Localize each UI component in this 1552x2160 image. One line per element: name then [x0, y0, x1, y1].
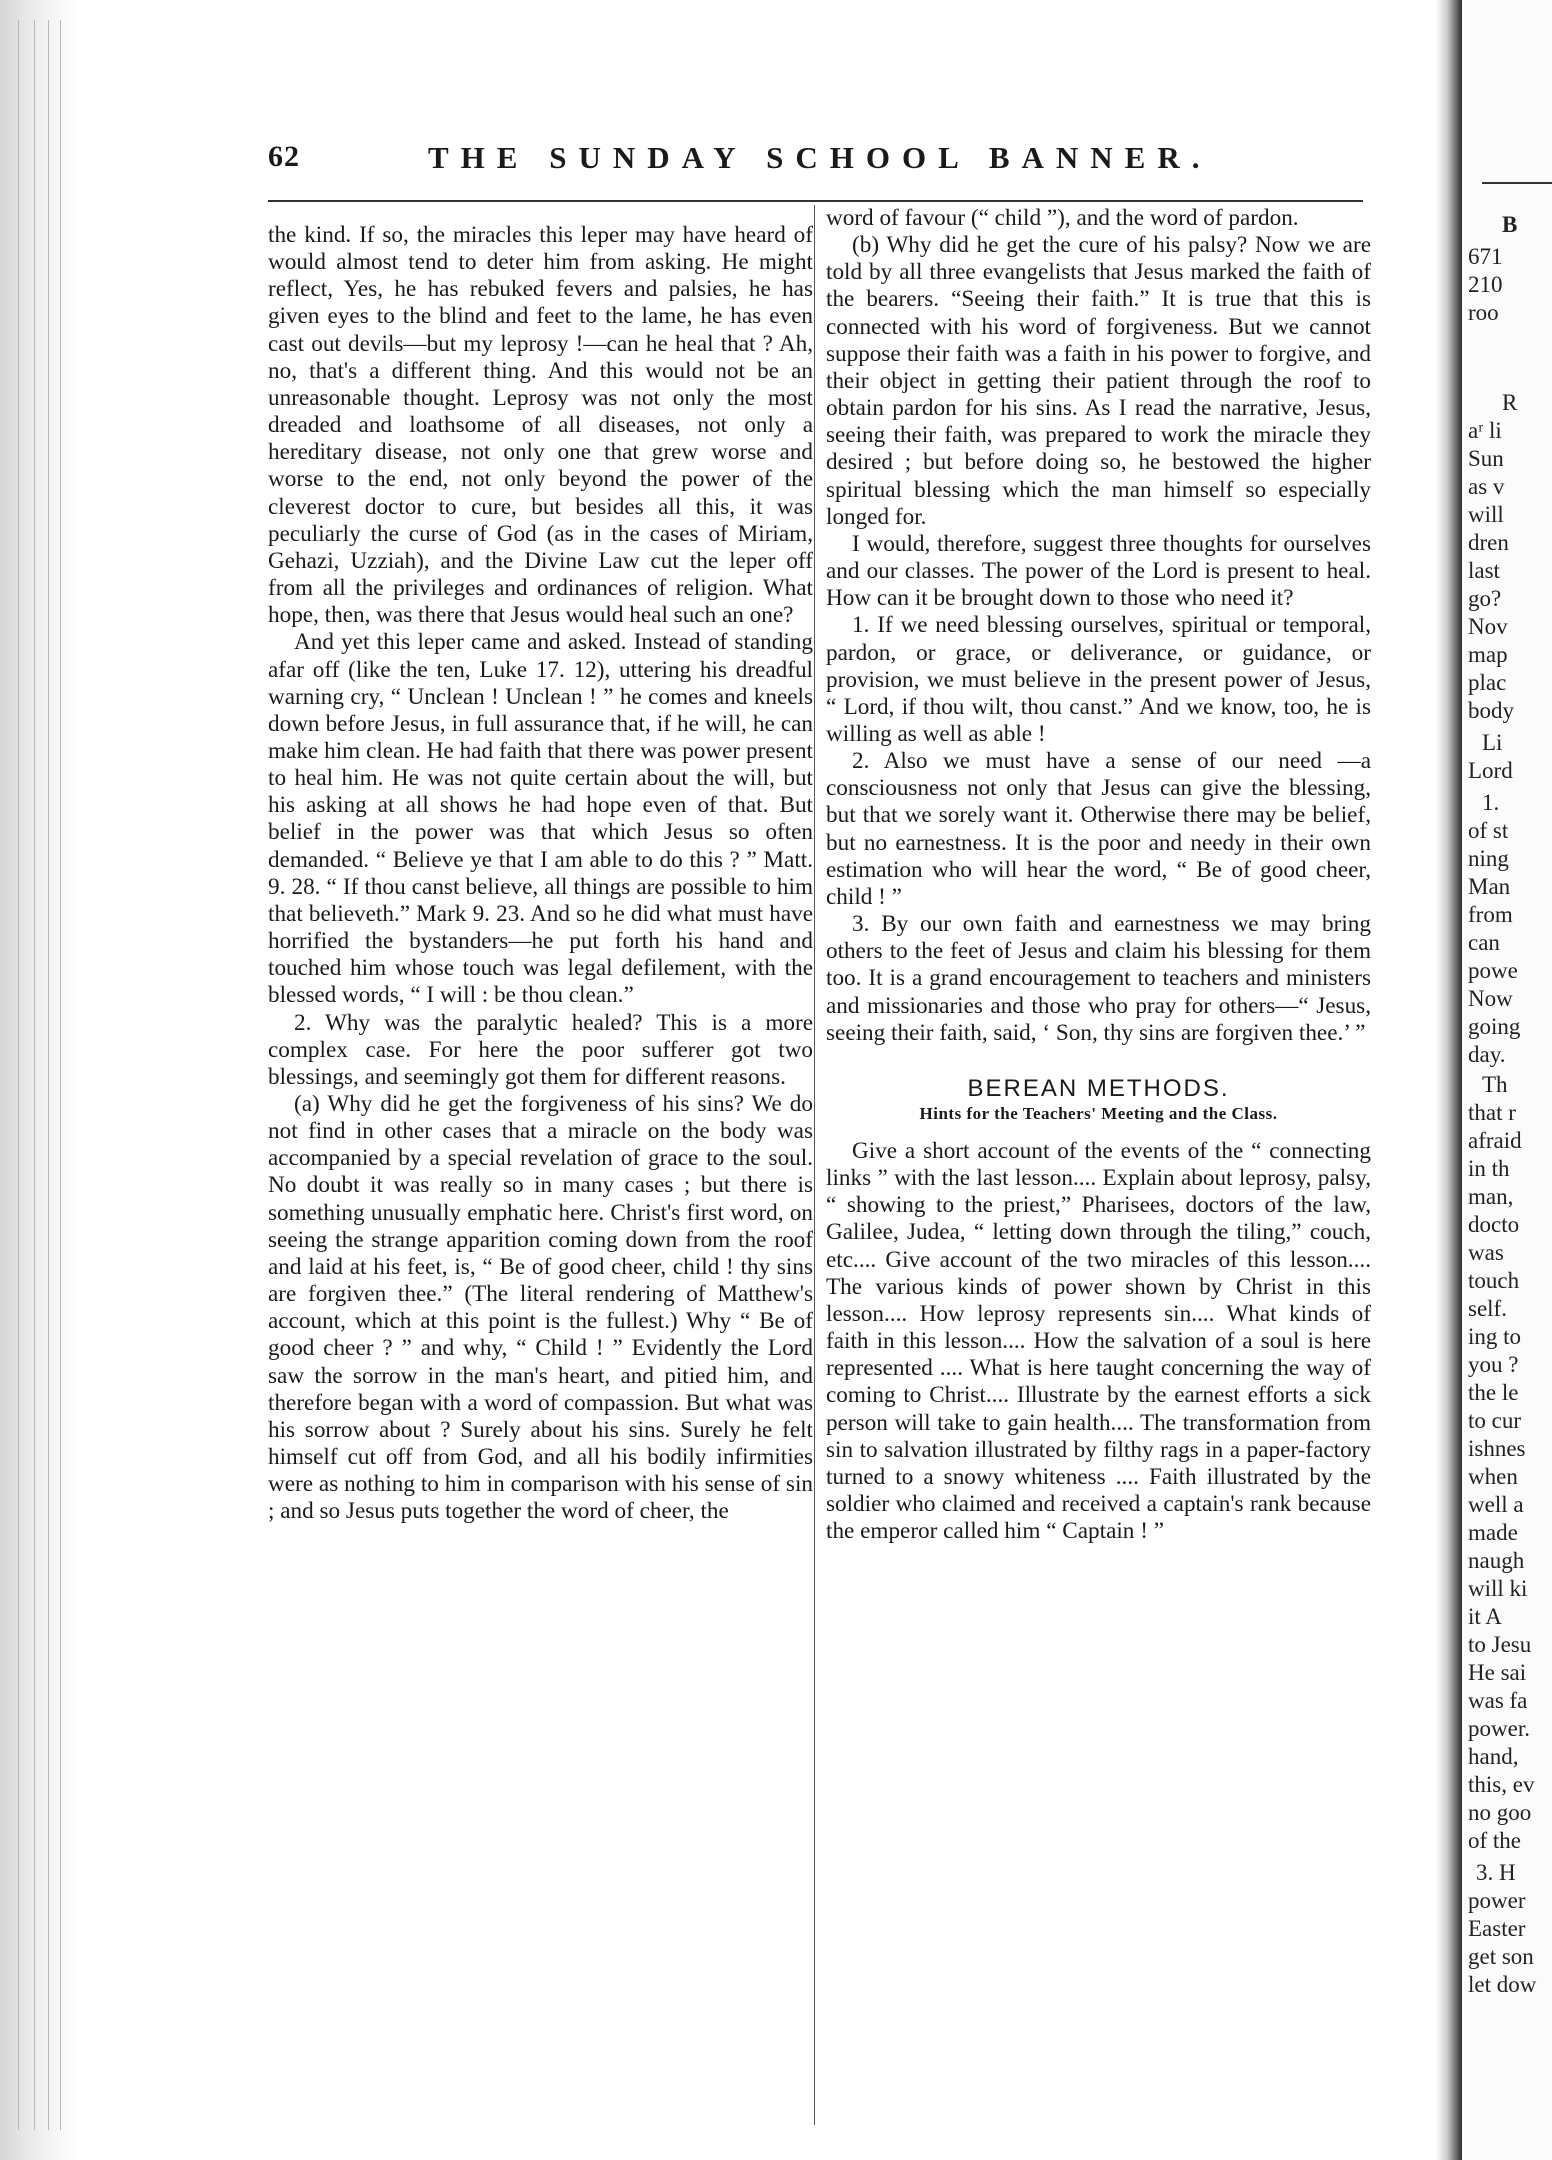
next-page-text: aʳ li: [1468, 418, 1502, 443]
next-page-text: can: [1468, 930, 1500, 955]
next-page-text: of st: [1468, 818, 1509, 843]
running-title: THE SUNDAY SCHOOL BANNER.: [428, 140, 1212, 175]
paragraph: I would, therefore, suggest three thoughts for ourselves and our classes. The power of the Lord is present to heal. How can it be brought down to those who need it?: [826, 530, 1371, 612]
next-page-text: body: [1468, 698, 1514, 723]
next-page-text: self.: [1468, 1296, 1507, 1321]
book-edge: [0, 0, 78, 2160]
next-page-text: day.: [1468, 1042, 1506, 1067]
paragraph: 3. By our own faith and earnestness we may bring others to the feet of Jesus and claim his blessing for them too. It is a grand encouragement to teachers and ministers and missionaries and those who pray for others—“ Jesus, seeing their faith, said, ‘ Son, thy sins are forgiven thee.’ ”: [826, 911, 1371, 1046]
next-page-text: docto: [1468, 1212, 1520, 1237]
next-page-text: last: [1468, 558, 1500, 583]
next-page-text: the le: [1468, 1380, 1519, 1405]
next-page-text: naugh: [1468, 1548, 1525, 1573]
next-page-text: man,: [1468, 1184, 1514, 1209]
next-page-text: roo: [1468, 300, 1499, 325]
next-page-text: Th: [1482, 1072, 1508, 1097]
page-edge-line: [34, 20, 35, 2130]
next-page-text: power.: [1468, 1716, 1530, 1741]
paragraph: 2. Also we must have a sense of our need —a consciousness not only that Jesus can give the blessing, but that we sorely want it. Otherwise there may be belief, but no earnestness. It is the poor and needy in their own estimation who will hear the word, “ Be of good cheer, child ! ”: [826, 748, 1371, 910]
left-column: [268, 222, 813, 1526]
paragraph: the kind. If so, the miracles this leper may have heard of would almost tend to deter him from asking. He might reflect, Yes, he has rebuked fevers and palsies, he has given eyes to the blind and feet to the lame, he has even cast out devils—but my leprosy !—can he heal that ? Ah, no, that's a different thing. And this would not be an unreasonable thought. Leprosy was not only the most dreaded and loathsome of all diseases, not only a hereditary disease, not only one that grew worse and worse to the end, not only beyond the power of the cleverest doctor to cure, but besides all this, it was peculiarly the curse of God (as in the cases of Miriam, Gehazi, Uzziah), and the Divine Law cut the leper off from all the privileges and ordinances of religion. What hope, then, was there that Jesus would heal such an one?: [268, 222, 813, 629]
next-page-text: B: [1502, 212, 1518, 237]
next-page-text: Sun: [1468, 446, 1504, 471]
paragraph: 1. If we need blessing ourselves, spiritual or temporal, pardon, or grace, or deliverance, or guidance, or provision, we must believe in the present power of Jesus, “ Lord, if thou wilt, thou canst.” And we know, too, he is willing as well as able !: [826, 612, 1371, 747]
next-page-text: going: [1468, 1014, 1521, 1039]
next-page-text: let dow: [1468, 1972, 1537, 1997]
next-page-text: of the: [1468, 1828, 1522, 1853]
page-header: [268, 140, 1428, 180]
next-page-text: it A: [1468, 1604, 1502, 1629]
next-page-text: touch: [1468, 1268, 1520, 1293]
page-edge-line: [60, 20, 61, 2130]
paragraph: And yet this leper came and asked. Instead of standing afar off (like the ten, Luke 17. 12), uttering his dreadful warning cry, “ Unclean ! Unclean ! ” he comes and kneels down before Jesus, in full assurance that, if he will, he can make him clean. He had faith that there was power present to heal him. He was not quite certain about the will, but his asking at all shows he had hope even of that. But belief in the power was that which Jesus so often demanded. “ Believe ye that I am able to do this ? ” Matt. 9. 28. “ If thou canst believe, all things are possible to him that believeth.” Mark 9. 23. And so he did what must have horrified the bystanders—he put forth his hand and touched him whose touch was legal defilement, with the blessed words, “ I will : be thou clean.”: [268, 629, 813, 1009]
next-page-text: ning: [1468, 846, 1509, 871]
next-page-text: ishnes: [1468, 1436, 1526, 1461]
paragraph: (b) Why did he get the cure of his palsy? Now we are told by all three evangelists that Jesus marked the faith of the bearers. “Seeing their faith.” It is true that this is connected with his word of forgiveness. But we cannot suppose their faith was a faith in his power to forgive, and their object in getting their patient through the roof to obtain pardon for his sins. As I read the narrative, Jesus, seeing their faith, was prepared to work the miracle they desired ; but before doing so, he bestowed the higher spiritual blessing which the man himself so especially longed for.: [826, 232, 1371, 530]
next-page-text: map: [1468, 642, 1508, 667]
next-page-text: when: [1468, 1464, 1518, 1489]
next-page-text: was: [1468, 1240, 1504, 1265]
next-page-text: well a: [1468, 1492, 1524, 1517]
next-page-text: made: [1468, 1520, 1518, 1545]
next-page-text: that r: [1468, 1100, 1516, 1125]
next-page-text: this, ev: [1468, 1772, 1535, 1797]
next-page-text: R: [1502, 390, 1518, 415]
next-page-text: will ki: [1468, 1576, 1528, 1601]
next-page-text: Man: [1468, 874, 1511, 899]
next-page-text: will: [1468, 502, 1504, 527]
next-page-fragment: [1462, 0, 1552, 2160]
next-page-text: to Jesu: [1468, 1632, 1532, 1657]
paragraph: 2. Why was the paralytic healed? This is a more complex case. For here the poor sufferer got two blessings, and seemingly got them for different reasons.: [268, 1009, 813, 1090]
next-page-text: no goo: [1468, 1800, 1532, 1825]
book-gutter: [1436, 0, 1462, 2160]
page-edge-line: [18, 20, 19, 2130]
next-page-rule: [1482, 182, 1552, 184]
column-divider: [814, 205, 815, 2125]
next-page-text: Nov: [1468, 614, 1508, 639]
next-page-text: was fa: [1468, 1688, 1528, 1713]
next-page-text: power: [1468, 1888, 1526, 1913]
page-number: 62: [268, 140, 300, 173]
paragraph: Give a short account of the events of the “ connecting links ” with the last lesson.... Explain about leprosy, palsy, “ showing to the priest,” Pharisees, doctors of the law, Galilee, Judea, “ letting down through the tiling,” couch, etc.... Give account of the two miracles of this lesson.... The various kinds of power shown by Christ in this lesson.... How leprosy represents sin.... What kinds of faith in this lesson.... How the salvation of a soul is here represented .... What is here taught concerning the way of coming to Christ.... Illustrate by the earnest efforts a sick person will take to gain health.... The transformation from sin to salvation illustrated by filthy rags in a paper-factory turned to a snowy whiteness .... Faith illustrated by the soldier who claimed and received a captain's rank because the emperor called him “ Captain ! ”: [826, 1138, 1371, 1545]
next-page-text: to cur: [1468, 1408, 1522, 1433]
paragraph: (a) Why did he get the forgiveness of his sins? We do not find in other cases that a miracle on the body was accompanied by a special revelation of grace to the soul. No doubt it was really so in many cases ; but there is something unusually emphatic here. Christ's first word, on seeing the strange apparition coming down from the roof and laid at his feet, is, “ Be of good cheer, child ! thy sins are forgiven thee.” (The literal rendering of Matthew's account, which at this point is the fullest.) Why “ Be of good cheer ? ” and why, “ Child ! ” Evidently the Lord saw the sorrow in the man's heart, and pitied him, and therefore began with a word of compassion. But what was his sorrow about ? Surely about his sins. Surely he felt himself cut off from God, and all his bodily infirmities were as nothing to him in comparison with his sense of sin ; and so Jesus puts together the word of cheer, the: [268, 1091, 813, 1525]
next-page-text: 1.: [1482, 790, 1500, 815]
section-title: BEREAN METHODS.: [967, 1074, 1230, 1102]
next-page-text: in th: [1468, 1156, 1510, 1181]
paragraph: word of favour (“ child ”), and the word of pardon.: [826, 205, 1299, 231]
next-page-text: afraid: [1468, 1128, 1522, 1153]
next-page-text: Li: [1482, 730, 1503, 755]
next-page-text: 210: [1468, 272, 1503, 297]
next-page-text: ing to: [1468, 1324, 1522, 1349]
next-page-text: get son: [1468, 1944, 1534, 1969]
next-page-text: 671: [1468, 244, 1503, 269]
page-edge-line: [48, 20, 49, 2130]
next-page-text: Lord: [1468, 758, 1513, 783]
next-page-text: He sai: [1468, 1660, 1527, 1685]
next-page-text: as v: [1468, 474, 1505, 499]
next-page-text: go?: [1468, 586, 1502, 611]
next-page-text: you ?: [1468, 1352, 1519, 1377]
next-page-text: powe: [1468, 958, 1518, 983]
next-page-text: Easter: [1468, 1916, 1526, 1941]
section-subtitle: Hints for the Teachers' Meeting and the Class.: [919, 1104, 1278, 1123]
next-page-text: hand,: [1468, 1744, 1519, 1769]
next-page-text: from: [1468, 902, 1513, 927]
next-page-text: plac: [1468, 670, 1507, 695]
right-column: [826, 205, 1371, 1545]
next-page-text: Now: [1468, 986, 1513, 1011]
next-page-text: dren: [1468, 530, 1509, 555]
header-rule: [268, 200, 1363, 202]
next-page-text: 3. H: [1476, 1860, 1516, 1885]
